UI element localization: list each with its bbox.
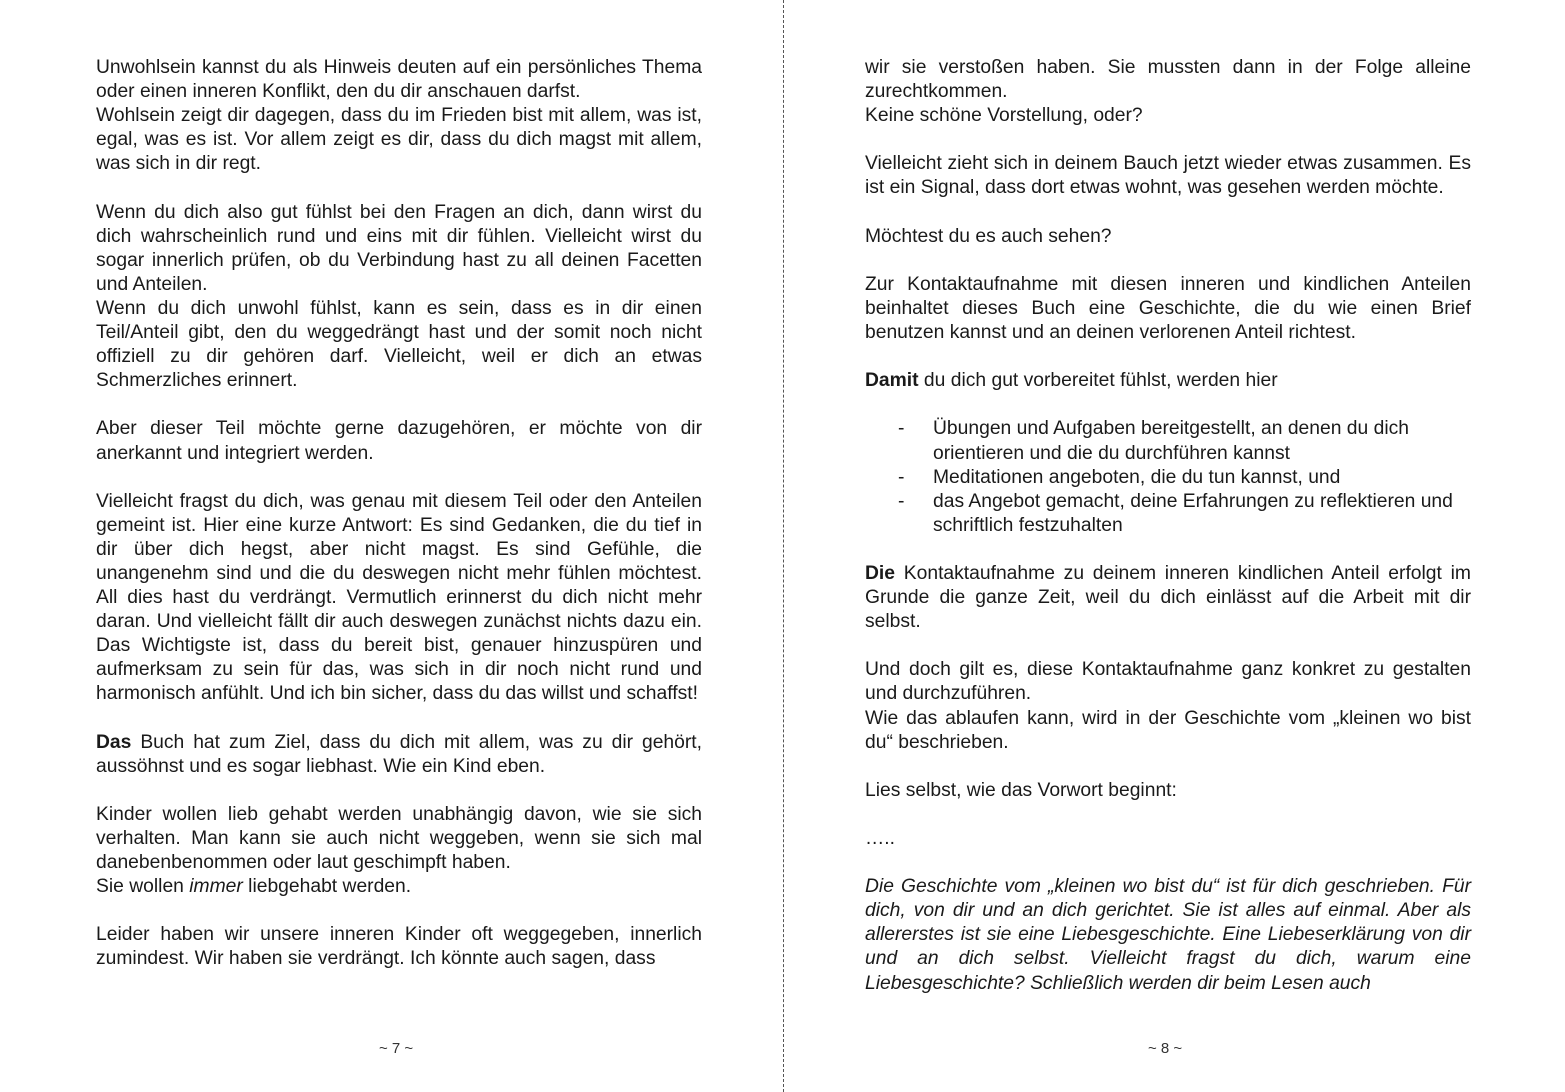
paragraph: Keine schöne Vorstellung, oder?: [865, 105, 1143, 127]
list-item: [865, 466, 1471, 490]
list-item: [865, 417, 1471, 465]
right-page: [785, 0, 1565, 1092]
paragraph-text: Kontaktaufnahme zu deinem inneren kindlichen Anteil erfolgt im Grunde die ganze Zeit, weil du dich einlässt auf die Arbeit mit dir selbst.: [865, 562, 1471, 633]
bold-lead-word: Das: [96, 731, 132, 753]
paragraph: Wenn du dich unwohl fühlst, kann es sein, dass es in dir einen Teil/Anteil gibt, den du weggedrängt hast und der somit noch nicht offiziell zu dir gehören darf. Vielleicht, weil er dich an etwas Schmerzliches erinnert.: [96, 297, 702, 392]
page-number: ~ 8 ~: [1148, 1040, 1183, 1057]
page-divider: [783, 0, 784, 1092]
paragraph: [865, 369, 1471, 393]
paragraph-text: Sie wollen: [96, 876, 190, 898]
dash-bullet: -: [898, 490, 905, 512]
right-page-text: [865, 56, 1471, 996]
list-item-text: Übungen und Aufgaben bereitgestellt, an denen du dich orientieren und die du durchführen kannst: [933, 418, 1409, 464]
paragraph: Aber dieser Teil möchte gerne dazugehören, er möchte von dir anerkannt und integriert werden.: [96, 418, 702, 464]
paragraph: Wohlsein zeigt dir dagegen, dass du im Frieden bist mit allem, was ist, egal, was es ist. Vor allem zeigt es dir, dass du dich magst mit allem, was sich in dir regt.: [96, 105, 702, 175]
paragraph: Wie das ablaufen kann, wird in der Geschichte vom „kleinen wo bist du“ beschrieben.: [865, 707, 1471, 753]
italic-excerpt: Die Geschichte vom „kleinen wo bist du“ ist für dich geschrieben. Für dich, von dir und an dich gerichtet. Sie ist alles auf einmal. Aber als allererstes ist sie eine Liebesgeschichte. Eine Liebeserklärung von dir und an dich selbst. Vielleicht fragst du dich, warum eine Liebesgeschichte? Schließlich werden dir beim Lesen auch: [865, 876, 1471, 994]
bold-lead-word: Damit: [865, 370, 919, 392]
left-page-text: [96, 56, 702, 972]
paragraph-text: du dich gut vorbereitet fühlst, werden hier: [918, 370, 1278, 392]
paragraph: Möchtest du es auch sehen?: [865, 225, 1112, 247]
bold-lead-word: Die: [865, 562, 896, 584]
ellipsis: …..: [865, 828, 895, 849]
paragraph: [96, 875, 702, 899]
paragraph: Wenn du dich also gut fühlst bei den Fragen an dich, dann wirst du dich wahrscheinlich rund und eins mit dir fühlen. Vielleicht wirst du sogar innerlich prüfen, ob du Verbindung hast zu all deinen Facetten und Anteilen.: [96, 201, 702, 295]
emphasis-word: immer: [189, 876, 243, 898]
bullet-list: [865, 417, 1471, 537]
paragraph: Zur Kontaktaufnahme mit diesen inneren und kindlichen Anteilen beinhaltet dieses Buch eine Geschichte, die du wie einen Brief benutzen kannst und an deinen verlorenen Anteil richtest.: [865, 273, 1471, 344]
paragraph: [865, 562, 1471, 634]
paragraph: Und doch gilt es, diese Kontaktaufnahme ganz konkret zu gestalten und durchzuführen.: [865, 659, 1471, 705]
paragraph-text: Buch hat zum Ziel, dass du dich mit allem, was zu dir gehört, aussöhnst und es sogar liebhast. Wie ein Kind eben.: [96, 731, 702, 777]
dash-bullet: -: [898, 466, 905, 488]
paragraph-text: liebgehabt werden.: [242, 876, 412, 898]
paragraph: wir sie verstoßen haben. Sie mussten dann in der Folge alleine zurechtkommen.: [865, 57, 1471, 103]
paragraph: Kinder wollen lieb gehabt werden unabhängig davon, wie sie sich verhalten. Man kann sie auch nicht weggeben, wenn sie sich mal danebenbenommen oder laut geschimpft haben.: [96, 803, 702, 874]
list-item-text: Meditationen angeboten, die du tun kannst, und: [933, 466, 1341, 488]
paragraph: Vielleicht fragst du dich, was genau mit diesem Teil oder den Anteilen gemeint ist. Hier eine kurze Antwort: Es sind Gedanken, die du tief in dir über dich hegst, aber nicht magst. Es sind Gefühle, die unangenehm sind und die du deswegen nicht mehr fühlen möchtest. All dies hast du verdrängt. Vermutlich erinnerst du dich nicht mehr daran. Und vielleicht fällt dir auch deswegen zunächst nichts dazu ein. Das Wichtigste ist, dass du bereit bist, genauer hinzuspüren und aufmerksam zu sein für das, was sich in dir noch nicht rund und harmonisch anfühlt. Und ich bin sicher, dass du das willst und schaffst!: [96, 490, 702, 705]
dash-bullet: -: [898, 418, 905, 440]
paragraph: Unwohlsein kannst du als Hinweis deuten auf ein persönliches Thema oder einen inneren Konflikt, den du dir anschauen darfst.: [96, 57, 702, 103]
list-item: [865, 490, 1471, 538]
list-item-text: das Angebot gemacht, deine Erfahrungen zu reflektieren und schriftlich festzuhalten: [933, 490, 1453, 536]
paragraph: Leider haben wir unsere inneren Kinder oft weggegeben, innerlich zumindest. Wir haben sie verdrängt. Ich könnte auch sagen, dass: [96, 924, 702, 970]
paragraph: [96, 731, 702, 779]
paragraph: Vielleicht zieht sich in deinem Bauch jetzt wieder etwas zusammen. Es ist ein Signal, dass dort etwas wohnt, was gesehen werden möchte.: [865, 153, 1471, 199]
page-number: ~ 7 ~: [379, 1040, 414, 1057]
paragraph: Lies selbst, wie das Vorwort beginnt:: [865, 779, 1177, 801]
